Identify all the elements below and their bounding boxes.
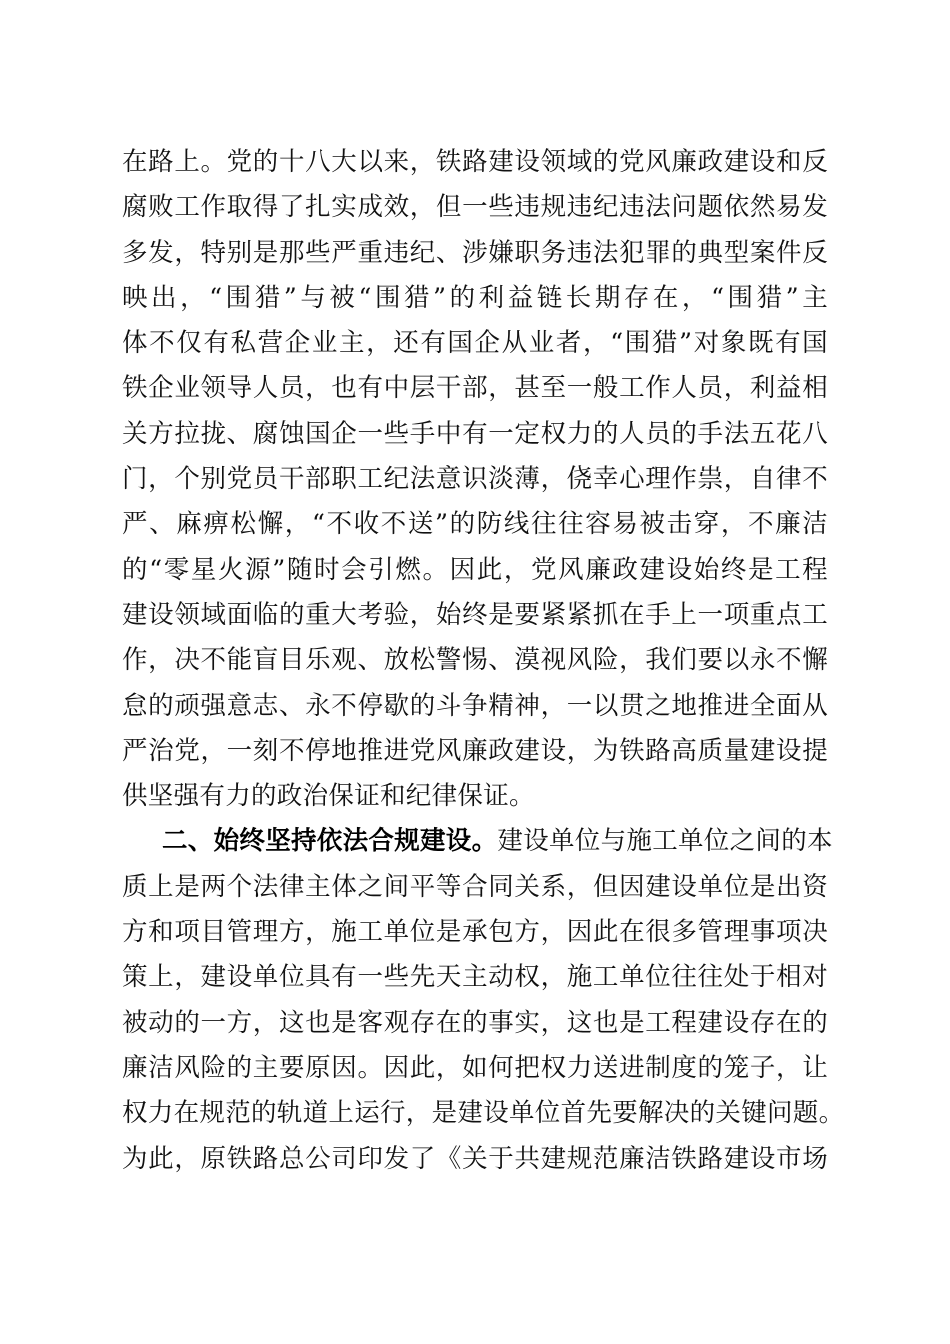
text-line: 严治党，一刻不停地推进党风廉政建设，为铁路高质量建设提 <box>122 735 828 766</box>
text-line: 方和项目管理方，施工单位是承包方，因此在很多管理事项决 <box>122 917 828 948</box>
document-body <box>122 140 845 1182</box>
text-span: 建设单位与施工单位之间的本 <box>497 826 833 857</box>
text-line: 腐败工作取得了扎实成效，但一些违规违纪违法问题依然易发 <box>122 192 828 223</box>
text-line: 门，个别党员干部职工纪法意识淡薄，侥幸心理作祟，自律不 <box>122 464 828 495</box>
text-line: 怠的顽强意志、永不停歇的斗争精神，一以贯之地推进全面从 <box>122 690 828 721</box>
text-line: 策上，建设单位具有一些先天主动权，施工单位往往处于相对 <box>122 962 828 993</box>
section-heading: 二、始终坚持依法合规建设。 <box>162 826 498 857</box>
text-line: 供坚强有力的政治保证和纪律保证。 <box>122 781 535 812</box>
paragraph-2-first-line <box>122 819 833 864</box>
text-line: 在路上。党的十八大以来，铁路建设领域的党风廉政建设和反 <box>122 147 828 177</box>
text-line: 严、麻痹松懈，“不收不送”的防线往往容易被击穿，不廉洁 <box>122 509 828 540</box>
paragraph-2 <box>122 819 845 1181</box>
text-line: 的“零星火源”随时会引燃。因此，党风廉政建设始终是工程 <box>122 554 828 585</box>
text-line: 映出，“围猎”与被“围猎”的利益链长期存在，“围猎”主 <box>122 282 828 313</box>
text-line: 被动的一方，这也是客观存在的事实，这也是工程建设存在的 <box>122 1007 828 1038</box>
text-line: 廉洁风险的主要原因。因此，如何把权力送进制度的笼子，让 <box>122 1052 828 1083</box>
text-line: 作，决不能盲目乐观、放松警惕、漠视风险，我们要以永不懈 <box>122 645 828 676</box>
text-line: 关方拉拢、腐蚀国企一些手中有一定权力的人员的手法五花八 <box>122 418 828 449</box>
text-line: 多发，特别是那些严重违纪、涉嫌职务违法犯罪的典型案件反 <box>122 237 828 268</box>
paragraph-1 <box>122 140 828 819</box>
text-line: 为此，原铁路总公司印发了《关于共建规范廉洁铁路建设市场 <box>122 1143 828 1174</box>
text-line: 质上是两个法律主体之间平等合同关系，但因建设单位是出资 <box>122 871 828 902</box>
text-line: 权力在规范的轨道上运行，是建设单位首先要解决的关键问题。 <box>122 1098 845 1129</box>
text-line: 铁企业领导人员，也有中层干部，甚至一般工作人员，利益相 <box>122 373 828 404</box>
text-line: 体不仅有私营企业主，还有国企从业者，“围猎”对象既有国 <box>122 328 828 359</box>
text-line: 建设领域面临的重大考验，始终是要紧紧抓在手上一项重点工 <box>122 599 828 630</box>
